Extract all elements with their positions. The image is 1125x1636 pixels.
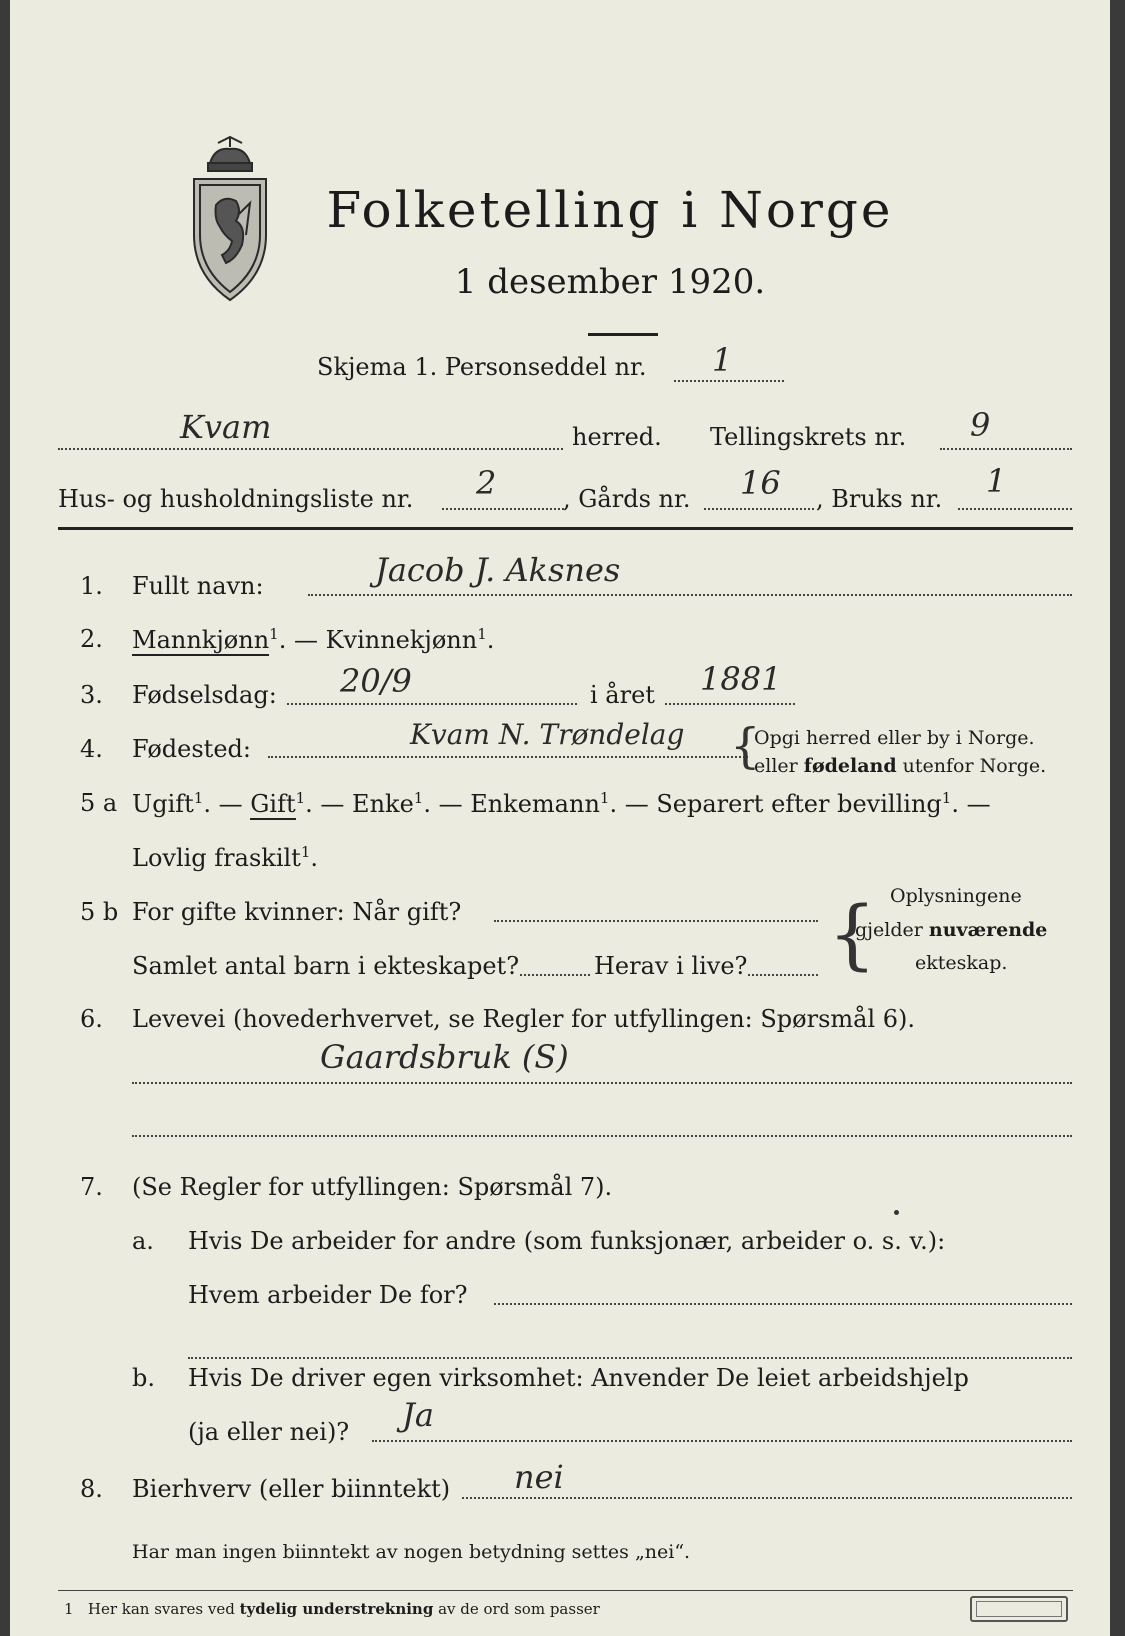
q5b-note2: gjelder nuværende xyxy=(855,919,1048,941)
skjema-dotted-line xyxy=(674,380,784,382)
q8-value: nei xyxy=(514,1458,564,1496)
bruks-dotted-line xyxy=(958,508,1072,510)
q4-brace: { xyxy=(730,718,761,774)
q2-kvinne: Kvinnekjønn xyxy=(325,626,478,654)
gards-dotted-line xyxy=(704,508,814,510)
bruks-label: , Bruks nr. xyxy=(816,485,943,513)
q7b-dotted-line xyxy=(372,1440,1072,1442)
q5a-gift: Gift xyxy=(250,790,296,818)
q7a-letter: a. xyxy=(132,1227,154,1255)
q2-options: Mannkjønn$^1$. — Kvinnekjønn$^1$. xyxy=(132,625,495,654)
herred-label: herred. xyxy=(572,423,662,451)
census-form xyxy=(10,0,1110,1636)
header-rule xyxy=(58,527,1073,530)
hus-label: Hus- og husholdningsliste nr. xyxy=(58,485,414,513)
q3-value: 20/9 xyxy=(340,662,412,700)
q3-label: Fødselsdag: xyxy=(132,681,277,709)
q7a-dotted-line-2 xyxy=(188,1357,1072,1359)
q6-dotted-line-2 xyxy=(132,1135,1072,1137)
herred-dotted-line xyxy=(58,448,563,450)
q5b-barn-dotted-line xyxy=(520,974,590,976)
q7b-value: Ja xyxy=(402,1396,434,1434)
q5a-number: 5 a xyxy=(80,789,118,817)
q8-label: Bierhverv (eller biinntekt) xyxy=(132,1475,451,1503)
q3-dotted-line xyxy=(287,703,577,705)
bruks-value: 1 xyxy=(986,462,1007,500)
q7-label: (Se Regler for utfyllingen: Spørsmål 7). xyxy=(132,1173,613,1201)
herred-value: Kvam xyxy=(180,408,272,446)
q5b-line2-a: Samlet antal barn i ekteskapet? xyxy=(132,952,520,980)
q3-year-label: i året xyxy=(590,681,655,709)
q8-number: 8. xyxy=(80,1475,103,1503)
q6-value: Gaardsbruk (S) xyxy=(320,1038,569,1076)
footer-note: Har man ingen biinntekt av nogen betydning settes „nei“. xyxy=(132,1541,691,1563)
hus-dotted-line xyxy=(442,508,564,510)
q5a-line2: Lovlig fraskilt$^1$. xyxy=(132,843,318,872)
q5a-options: Ugift$^1$. — Gift$^1$. — Enke$^1$. — Enkemann$^1$. — Separert efter bevilling$^1$. — xyxy=(132,789,991,818)
q1-value: Jacob J. Aksnes xyxy=(375,551,621,589)
footnote-rule xyxy=(58,1590,1073,1591)
q5b-line2-b: Herav i live? xyxy=(594,952,748,980)
q7b-letter: b. xyxy=(132,1364,155,1392)
q3-year-value: 1881 xyxy=(700,660,782,698)
census-date: 1 desember 1920. xyxy=(454,262,766,302)
q5b-number: 5 b xyxy=(80,898,119,926)
q4-note-line2: eller fødeland utenfor Norge. xyxy=(754,755,1047,777)
q7b-line2: (ja eller nei)? xyxy=(188,1418,350,1446)
q4-value: Kvam N. Trøndelag xyxy=(410,718,685,751)
q6-label: Levevei (hovederhvervet, se Regler for utfyllingen: Spørsmål 6). xyxy=(132,1005,916,1033)
q4-note-line1: Opgi herred eller by i Norge. xyxy=(754,727,1035,749)
skjema-value: 1 xyxy=(712,341,733,379)
q1-label: Fullt navn: xyxy=(132,572,264,600)
tellingskrets-label: Tellingskrets nr. xyxy=(710,423,907,451)
q4-number: 4. xyxy=(80,735,103,763)
title-divider xyxy=(588,333,658,336)
q5b-live-dotted-line xyxy=(748,974,818,976)
q1-dotted-line xyxy=(308,594,1072,596)
q5b-note1: Oplysningene xyxy=(890,885,1022,907)
q5b-brace: { xyxy=(828,889,877,978)
q5b-dotted-line xyxy=(494,920,818,922)
q7a-line1: Hvis De arbeider for andre (som funksjonær, arbeider o. s. v.): xyxy=(188,1227,946,1255)
form-title: Folketelling i Norge xyxy=(326,181,894,239)
q8-dotted-line xyxy=(462,1497,1072,1499)
q2-mann: Mannkjønn xyxy=(132,626,270,654)
tellingskrets-dotted-line xyxy=(940,448,1072,450)
hus-value: 2 xyxy=(476,464,497,502)
q5b-note3: ekteskap. xyxy=(915,952,1008,974)
q7a-line2: Hvem arbeider De for? xyxy=(188,1281,468,1309)
printer-stamp xyxy=(970,1596,1068,1622)
gards-value: 16 xyxy=(740,464,781,502)
q7a-dotted-line-1 xyxy=(494,1303,1072,1305)
q4-dotted-line xyxy=(268,756,748,758)
q1-number: 1. xyxy=(80,572,103,600)
skjema-label: Skjema 1. Personseddel nr. xyxy=(317,353,647,381)
q3-year-dotted-line xyxy=(665,703,795,705)
q7-number: 7. xyxy=(80,1173,103,1201)
q5b-label: For gifte kvinner: Når gift? xyxy=(132,898,462,926)
q6-number: 6. xyxy=(80,1005,103,1033)
q7b-line1: Hvis De driver egen virksomhet: Anvender De leiet arbeidshjelp xyxy=(188,1364,969,1392)
q3-number: 3. xyxy=(80,681,103,709)
footnote: 1 Her kan svares ved tydelig understrekning av de ord som passer xyxy=(64,1600,600,1618)
q6-dotted-line-1 xyxy=(132,1082,1072,1084)
gards-label: , Gårds nr. xyxy=(563,485,691,513)
ink-dot xyxy=(894,1210,899,1215)
q4-label: Fødested: xyxy=(132,735,251,763)
q2-number: 2. xyxy=(80,625,103,653)
tellingskrets-value: 9 xyxy=(970,406,991,444)
